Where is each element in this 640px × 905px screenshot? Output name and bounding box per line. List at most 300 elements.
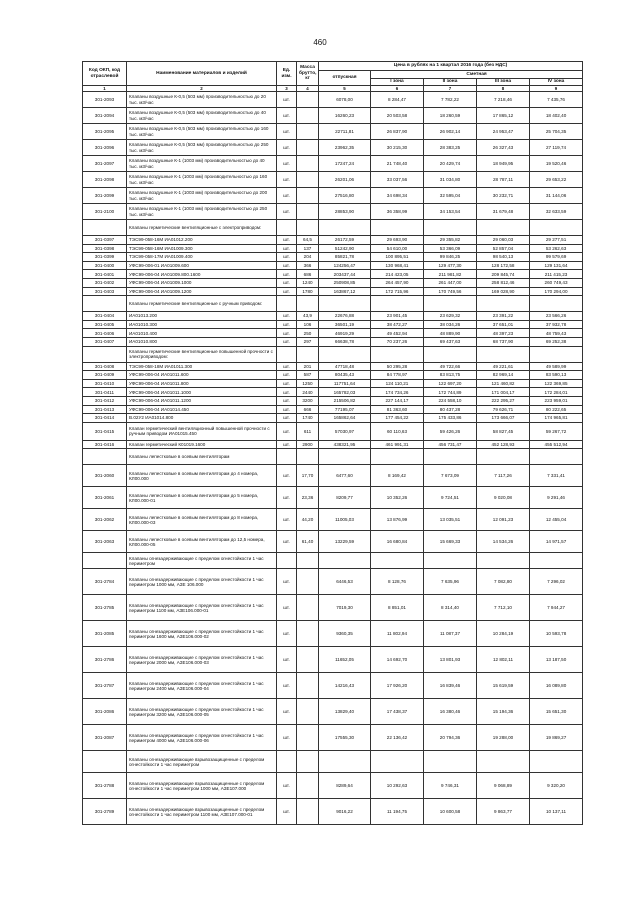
row-price-zone-1: 22 136,42 — [371, 725, 424, 751]
row-price-zone-3: 222 295,27 — [477, 397, 530, 406]
row-price-zone-4: 7 296,02 — [530, 569, 583, 595]
row-price-zone-3: 9 068,89 — [477, 773, 530, 799]
row-price-zone-2: 18 260,59 — [424, 108, 477, 124]
header-mass: Масса брутто, кг — [297, 62, 319, 86]
row-price-zone-4: 19 869,27 — [530, 725, 583, 751]
row-price-otpusk: 9016,22 — [319, 799, 371, 825]
table-row — [83, 699, 583, 725]
row-mass — [297, 449, 319, 465]
row-price-zone-4: 53 262,63 — [530, 244, 583, 253]
row-unit: шт. — [277, 172, 297, 188]
row-price-otpusk — [319, 553, 371, 569]
colnum: 2 — [127, 86, 277, 92]
row-unit — [277, 449, 297, 465]
row-price-otpusk: 124256,47 — [319, 261, 371, 270]
row-price-zone-1: 60 110,63 — [371, 422, 424, 440]
row-code: 301-2098 — [83, 172, 127, 188]
row-price-zone-4: 32 633,59 — [530, 204, 583, 220]
row-price-zone-1: 17 438,37 — [371, 699, 424, 725]
row-price-zone-4: 170 294,00 — [530, 287, 583, 296]
row-unit: шт. — [277, 287, 297, 296]
row-price-zone-1: 26 837,90 — [371, 124, 424, 140]
row-code — [83, 220, 127, 236]
row-price-zone-4: 122 369,85 — [530, 379, 583, 388]
row-unit: шт. — [277, 465, 297, 487]
header-name: Наименование материалов и изделий — [127, 62, 277, 86]
row-price-otpusk: 6477,60 — [319, 465, 371, 487]
row-price-zone-2: 9 724,51 — [424, 487, 477, 509]
row-name: ТЭС99-058-16М ИА01009.300 — [127, 244, 277, 253]
table-row — [83, 296, 583, 312]
row-price-zone-2: 20 794,36 — [424, 725, 477, 751]
row-mass — [297, 156, 319, 172]
row-price-zone-4 — [530, 296, 583, 312]
row-code: 301-0401 — [83, 270, 127, 279]
header-smetnaya: Сметная — [371, 71, 583, 79]
row-price-zone-1: 54 610,00 — [371, 244, 424, 253]
row-unit — [277, 220, 297, 236]
row-price-zone-3: 19 288,00 — [477, 725, 530, 751]
row-unit: шт. — [277, 261, 297, 270]
row-price-zone-4: 14 971,57 — [530, 531, 583, 553]
row-price-zone-1: 8 169,42 — [371, 465, 424, 487]
row-price-otpusk: 7019,30 — [319, 595, 371, 621]
row-price-zone-2: 69 437,63 — [424, 338, 477, 347]
row-unit: шт. — [277, 621, 297, 647]
row-price-zone-4 — [530, 751, 583, 773]
row-mass — [297, 773, 319, 799]
row-unit: шт. — [277, 773, 297, 799]
row-name: Клапаны огнезадерживающие с пределом огнестойкости 1 час периметром 2000 мм, АЗЕ106.000-03 — [127, 647, 277, 673]
row-price-zone-2: 15 669,33 — [424, 531, 477, 553]
row-price-zone-3: 7 712,10 — [477, 595, 530, 621]
row-unit: шт. — [277, 338, 297, 347]
colnum: 4 — [297, 86, 319, 92]
row-price-zone-2: 211 981,82 — [424, 270, 477, 279]
row-price-otpusk: 26201,06 — [319, 172, 371, 188]
row-price-zone-2: 53 366,09 — [424, 244, 477, 253]
row-code: 301-2785 — [83, 595, 127, 621]
row-mass — [297, 296, 319, 312]
row-name: УФС99-006-04 ИА01009.1200 — [127, 287, 277, 296]
row-code: 301-0406 — [83, 329, 127, 338]
row-price-zone-4: 12 455,04 — [530, 509, 583, 531]
row-unit: шт. — [277, 312, 297, 321]
row-price-zone-4: 29 277,51 — [530, 236, 583, 245]
row-mass: 106 — [297, 320, 319, 329]
table-row — [83, 553, 583, 569]
row-price-zone-4: 7 331,41 — [530, 465, 583, 487]
row-price-otpusk: 22676,88 — [319, 312, 371, 321]
row-mass: 137 — [297, 244, 319, 253]
table-row — [83, 397, 583, 406]
row-code: 301-0397 — [83, 236, 127, 245]
row-price-zone-2: 80 437,28 — [424, 405, 477, 414]
table-row — [83, 140, 583, 156]
row-mass — [297, 725, 319, 751]
row-price-zone-1: 33 037,56 — [371, 172, 424, 188]
row-name: ИА01010.800 — [127, 338, 277, 347]
row-name: УФС99-006-04 ИА01009.1000 — [127, 279, 277, 288]
row-price-zone-1: 8 284,47 — [371, 92, 424, 108]
row-price-zone-3: 48 397,23 — [477, 329, 530, 338]
header-code: Код ОКП, код отраслевой — [83, 62, 127, 86]
row-price-zone-1: 70 237,26 — [371, 338, 424, 347]
row-price-zone-1: 100 895,51 — [371, 253, 424, 262]
row-price-zone-3 — [477, 553, 530, 569]
row-name: Клапаны огнезадерживающие с пределом огнестойкости 1 час периметром 1000 мм, АЗЕ 106.000 — [127, 569, 277, 595]
row-unit: шт. — [277, 371, 297, 380]
row-mass: 43,9 — [297, 312, 319, 321]
row-price-zone-4: 223 959,01 — [530, 397, 583, 406]
row-price-otpusk: 250908,85 — [319, 279, 371, 288]
row-mass: 1740 — [297, 414, 319, 423]
row-price-zone-3: 9 020,08 — [477, 487, 530, 509]
row-price-otpusk: 16260,23 — [319, 108, 371, 124]
table-row — [83, 312, 583, 321]
row-price-zone-1 — [371, 751, 424, 773]
header-price-group: Цена в рублях на 1 квартал 2016 года (без НДС) — [319, 62, 583, 71]
row-unit: шт. — [277, 405, 297, 414]
row-price-zone-1: 227 144,17 — [371, 397, 424, 406]
row-price-otpusk — [319, 449, 371, 465]
row-mass — [297, 140, 319, 156]
table-row — [83, 414, 583, 423]
row-price-zone-4: 27 119,74 — [530, 140, 583, 156]
row-price-otpusk — [319, 751, 371, 773]
table-row — [83, 253, 583, 262]
row-code: 301-2787 — [83, 673, 127, 699]
row-price-zone-2: 16 380,46 — [424, 699, 477, 725]
row-price-zone-4: 172 284,01 — [530, 388, 583, 397]
row-price-zone-4: 49 589,99 — [530, 362, 583, 371]
row-price-zone-4 — [530, 220, 583, 236]
row-name: УФС99-006-04 ИА01014.450 — [127, 405, 277, 414]
row-unit — [277, 751, 297, 773]
row-price-zone-1: 30 215,30 — [371, 140, 424, 156]
row-name: Клапаны воздушные К-0,5 (503 мм) производительностью до 250 тыс. м3/час — [127, 140, 277, 156]
row-price-zone-4: 99 579,69 — [530, 253, 583, 262]
row-price-zone-4: 260 749,43 — [530, 279, 583, 288]
row-name: Клапаны герметические вентиляционные с ручным приводом: — [127, 296, 277, 312]
row-price-zone-2: 261 447,00 — [424, 279, 477, 288]
row-price-otpusk: 47718,48 — [319, 362, 371, 371]
row-mass: 201 — [297, 362, 319, 371]
row-price-zone-3: 98 540,13 — [477, 253, 530, 262]
row-price-otpusk: 165782,03 — [319, 388, 371, 397]
row-price-zone-2 — [424, 220, 477, 236]
row-price-zone-1: 11 802,94 — [371, 621, 424, 647]
row-unit: шт. — [277, 647, 297, 673]
row-mass: 1250 — [297, 379, 319, 388]
table-row — [83, 440, 583, 449]
row-name: Клапаны лепестковые в осевым вентиляторам до 8 номера, КЛ00.000-03 — [127, 509, 277, 531]
table-row — [83, 92, 583, 108]
row-price-zone-4: 129 131,64 — [530, 261, 583, 270]
row-price-otpusk: 438321,95 — [319, 440, 371, 449]
row-price-zone-2: 13 035,51 — [424, 509, 477, 531]
row-price-zone-4: 25 704,35 — [530, 124, 583, 140]
row-price-zone-3: 31 679,48 — [477, 204, 530, 220]
row-price-zone-4: 83 590,13 — [530, 371, 583, 380]
row-price-otpusk: 80435,43 — [319, 371, 371, 380]
row-code: 301-2784 — [83, 569, 127, 595]
row-mass — [297, 799, 319, 825]
row-code: 301-2097 — [83, 156, 127, 172]
table-row — [83, 465, 583, 487]
row-name: Клапаны воздушные К-0,5 (503 мм) производительностью до 40 тыс. м3/час — [127, 108, 277, 124]
row-code: 301-0398 — [83, 244, 127, 253]
row-code — [83, 553, 127, 569]
row-unit: шт. — [277, 595, 297, 621]
row-unit: шт. — [277, 140, 297, 156]
row-name: Клапаны огнезадерживающие взрывозащищенные с пределом огнестойкости 1 час периметром 1100 мм, АЗЕ107.000-01 — [127, 799, 277, 825]
row-code: 301-0412 — [83, 397, 127, 406]
row-name: Клапаны лепестковые в осевым вентиляторам до 12,5 номера, КЛ00.000-05 — [127, 531, 277, 553]
row-price-otpusk: 8209,77 — [319, 487, 371, 509]
row-code: 301-2789 — [83, 799, 127, 825]
table-row — [83, 751, 583, 773]
row-price-zone-2: 16 839,46 — [424, 673, 477, 699]
header-unit: Ед. изм. — [277, 62, 297, 86]
row-code: 301-2093 — [83, 92, 127, 108]
row-code — [83, 296, 127, 312]
row-code: 301-2094 — [83, 108, 127, 124]
row-price-zone-2: 9 746,31 — [424, 773, 477, 799]
row-price-zone-1: 461 991,31 — [371, 440, 424, 449]
row-unit: шт. — [277, 414, 297, 423]
row-price-zone-3: 169 028,90 — [477, 287, 530, 296]
row-code: 301-0409 — [83, 371, 127, 380]
row-price-zone-2: 11 087,37 — [424, 621, 477, 647]
row-price-zone-3: 10 284,19 — [477, 621, 530, 647]
row-code: 301-0416 — [83, 440, 127, 449]
row-price-zone-4: 18 402,40 — [530, 108, 583, 124]
row-price-otpusk: 6446,53 — [319, 569, 371, 595]
row-price-zone-2 — [424, 751, 477, 773]
row-code: 301-0407 — [83, 338, 127, 347]
row-code — [83, 449, 127, 465]
row-mass — [297, 188, 319, 204]
row-mass: 250 — [297, 329, 319, 338]
row-price-zone-2: 10 600,58 — [424, 799, 477, 825]
row-name: Клапаны огнезадерживающие с пределом огнестойкости 1 час периметром 2400 мм, АЗЕ106.000-04 — [127, 673, 277, 699]
row-price-zone-2 — [424, 346, 477, 362]
row-unit: шт. — [277, 673, 297, 699]
row-price-zone-1: 23 901,45 — [371, 312, 424, 321]
page-number: 460 — [313, 38, 327, 47]
row-code: 301-2061 — [83, 487, 127, 509]
row-price-zone-4: 15 651,30 — [530, 699, 583, 725]
row-price-otpusk: 6078,00 — [319, 92, 371, 108]
row-price-zone-3: 82 969,14 — [477, 371, 530, 380]
table-row — [83, 108, 583, 124]
row-price-zone-1: 29 693,90 — [371, 236, 424, 245]
row-code: 301-0404 — [83, 312, 127, 321]
row-price-otpusk: 203437,44 — [319, 270, 371, 279]
table-row — [83, 346, 583, 362]
row-price-zone-3: 49 221,61 — [477, 362, 530, 371]
row-price-zone-3: 171 004,17 — [477, 388, 530, 397]
row-code — [83, 346, 127, 362]
row-price-otpusk: 163867,12 — [319, 287, 371, 296]
row-code: 301-2062 — [83, 509, 127, 531]
row-price-otpusk: 77195,07 — [319, 405, 371, 414]
table-row — [83, 449, 583, 465]
row-unit: шт. — [277, 320, 297, 329]
row-name: ТЭС99-058-17М ИА01009.400 — [127, 253, 277, 262]
row-mass — [297, 569, 319, 595]
row-mass: 17,70 — [297, 465, 319, 487]
row-name: Клапаны воздушные К-1 (1003 мм) производительностью до 200 тыс. м3/час — [127, 188, 277, 204]
row-mass: 297 — [297, 338, 319, 347]
table-row — [83, 172, 583, 188]
row-price-zone-4: 7 435,76 — [530, 92, 583, 108]
row-price-zone-2: 28 383,25 — [424, 140, 477, 156]
colnum: 7 — [424, 86, 477, 92]
row-price-zone-4 — [530, 449, 583, 465]
row-price-zone-1 — [371, 553, 424, 569]
row-name: Клапаны воздушные К-1 (1003 мм) производительностью до 40 тыс. м3/час — [127, 156, 277, 172]
row-unit: шт. — [277, 487, 297, 509]
row-code: 301-0410 — [83, 379, 127, 388]
row-price-otpusk: 51242,90 — [319, 244, 371, 253]
row-price-zone-1: 17 926,20 — [371, 673, 424, 699]
row-price-zone-1: 130 968,41 — [371, 261, 424, 270]
row-price-zone-1: 36 358,99 — [371, 204, 424, 220]
row-name: Клапаны огнезадерживающие взрывозащищенные с пределом огнестойкости 1 час периметром 1000 мм, АЗЕ107.000 — [127, 773, 277, 799]
table-row — [83, 279, 583, 288]
row-mass: 1240 — [297, 279, 319, 288]
row-unit — [277, 346, 297, 362]
row-price-otpusk: 22711,81 — [319, 124, 371, 140]
row-price-zone-1: 21 748,40 — [371, 156, 424, 172]
row-price-otpusk: 66638,78 — [319, 338, 371, 347]
row-unit: шт. — [277, 725, 297, 751]
row-price-zone-4: 16 089,80 — [530, 673, 583, 699]
row-unit: шт. — [277, 188, 297, 204]
row-price-zone-3 — [477, 220, 530, 236]
table-row — [83, 621, 583, 647]
row-price-otpusk: 13229,59 — [319, 531, 371, 553]
row-mass — [297, 204, 319, 220]
row-mass — [297, 346, 319, 362]
row-price-zone-4: 455 512,94 — [530, 440, 583, 449]
row-price-zone-2: 8 314,40 — [424, 595, 477, 621]
row-name: ТЭС99-058-16М ИА01012.200 — [127, 236, 277, 245]
table-row — [83, 244, 583, 253]
table-row — [83, 799, 583, 825]
row-price-zone-4: 69 252,38 — [530, 338, 583, 347]
row-price-zone-3: 17 865,12 — [477, 108, 530, 124]
row-mass: 2900 — [297, 440, 319, 449]
row-name: Клапаны воздушные К-0,5 (503 мм) производительностью до 160 тыс. м3/час — [127, 124, 277, 140]
row-mass: 2440 — [297, 388, 319, 397]
row-name: Клапан герметический К01019.1600 — [127, 440, 277, 449]
row-unit: шт. — [277, 270, 297, 279]
row-price-otpusk: 28853,90 — [319, 204, 371, 220]
row-price-zone-1: 49 452,94 — [371, 329, 424, 338]
row-unit: шт. — [277, 699, 297, 725]
table-row — [83, 531, 583, 553]
table-row — [83, 673, 583, 699]
row-price-zone-2: 23 629,32 — [424, 312, 477, 321]
colnum: 9 — [530, 86, 583, 92]
row-price-zone-2: 32 595,04 — [424, 188, 477, 204]
row-unit: шт. — [277, 92, 297, 108]
row-name: Клапаны воздушные К-1 (1003 мм) производительностью до 250 тыс. м3/час — [127, 204, 277, 220]
row-code: 301-0415 — [83, 422, 127, 440]
row-mass: 611 — [297, 422, 319, 440]
row-price-otpusk: 11652,05 — [319, 647, 371, 673]
row-price-otpusk — [319, 296, 371, 312]
row-price-zone-1: 177 454,22 — [371, 414, 424, 423]
row-code: 301-2096 — [83, 140, 127, 156]
row-price-zone-3 — [477, 346, 530, 362]
table-row — [83, 371, 583, 380]
row-mass: 587 — [297, 371, 319, 380]
row-mass — [297, 553, 319, 569]
table-row — [83, 329, 583, 338]
table-row — [83, 595, 583, 621]
row-price-zone-3: 37 651,01 — [477, 320, 530, 329]
row-price-zone-2: 48 889,90 — [424, 329, 477, 338]
row-price-zone-3: 26 327,43 — [477, 140, 530, 156]
row-name: УФС99-006-04 ИА01011.1000 — [127, 388, 277, 397]
header-zone-1: I зона — [371, 78, 424, 86]
row-mass — [297, 124, 319, 140]
row-price-zone-1: 8 851,01 — [371, 595, 424, 621]
row-unit: шт. — [277, 156, 297, 172]
row-unit: шт. — [277, 279, 297, 288]
row-unit: шт. — [277, 509, 297, 531]
row-name: ИА01013.200 — [127, 312, 277, 321]
row-price-zone-3: 15 194,36 — [477, 699, 530, 725]
row-price-zone-3 — [477, 751, 530, 773]
row-price-otpusk: 57030,97 — [319, 422, 371, 440]
row-mass — [297, 172, 319, 188]
price-table — [82, 61, 583, 825]
row-mass: 666 — [297, 405, 319, 414]
row-price-zone-4: 10 593,78 — [530, 621, 583, 647]
row-price-zone-3: 258 812,46 — [477, 279, 530, 288]
row-price-zone-3: 7 117,26 — [477, 465, 530, 487]
header-zone-3: III зона — [477, 78, 530, 86]
row-mass: 64,5 — [297, 236, 319, 245]
row-name: Клапаны огнезадерживающие с пределом огнестойкости 1 час периметром 3200 мм, АЗЕ106.000-05 — [127, 699, 277, 725]
row-unit: шт. — [277, 388, 297, 397]
row-mass: 44,20 — [297, 509, 319, 531]
row-price-zone-3: 121 460,82 — [477, 379, 530, 388]
row-unit: шт. — [277, 329, 297, 338]
table-row — [83, 405, 583, 414]
table-row — [83, 156, 583, 172]
row-code: 301-2099 — [83, 188, 127, 204]
row-price-otpusk: 23962,35 — [319, 140, 371, 156]
row-code: 301-0403 — [83, 287, 127, 296]
row-price-zone-3: 12 802,11 — [477, 647, 530, 673]
row-price-zone-3: 452 128,93 — [477, 440, 530, 449]
row-name: Клапаны лепестковые в осевым вентиляторам — [127, 449, 277, 465]
row-name: Клапаны воздушные К-1 (1003 мм) производительностью до 160 тыс. м3/час — [127, 172, 277, 188]
row-price-zone-2 — [424, 553, 477, 569]
table-row — [83, 261, 583, 270]
row-price-zone-1: 81 363,60 — [371, 405, 424, 414]
row-name: Клапан герметический вентиляционный повышенной прочности с ручным приводом ИА01015.450 — [127, 422, 277, 440]
row-code: 301-2085 — [83, 621, 127, 647]
row-price-zone-3: 7 082,80 — [477, 569, 530, 595]
row-price-otpusk: 11005,03 — [319, 509, 371, 531]
